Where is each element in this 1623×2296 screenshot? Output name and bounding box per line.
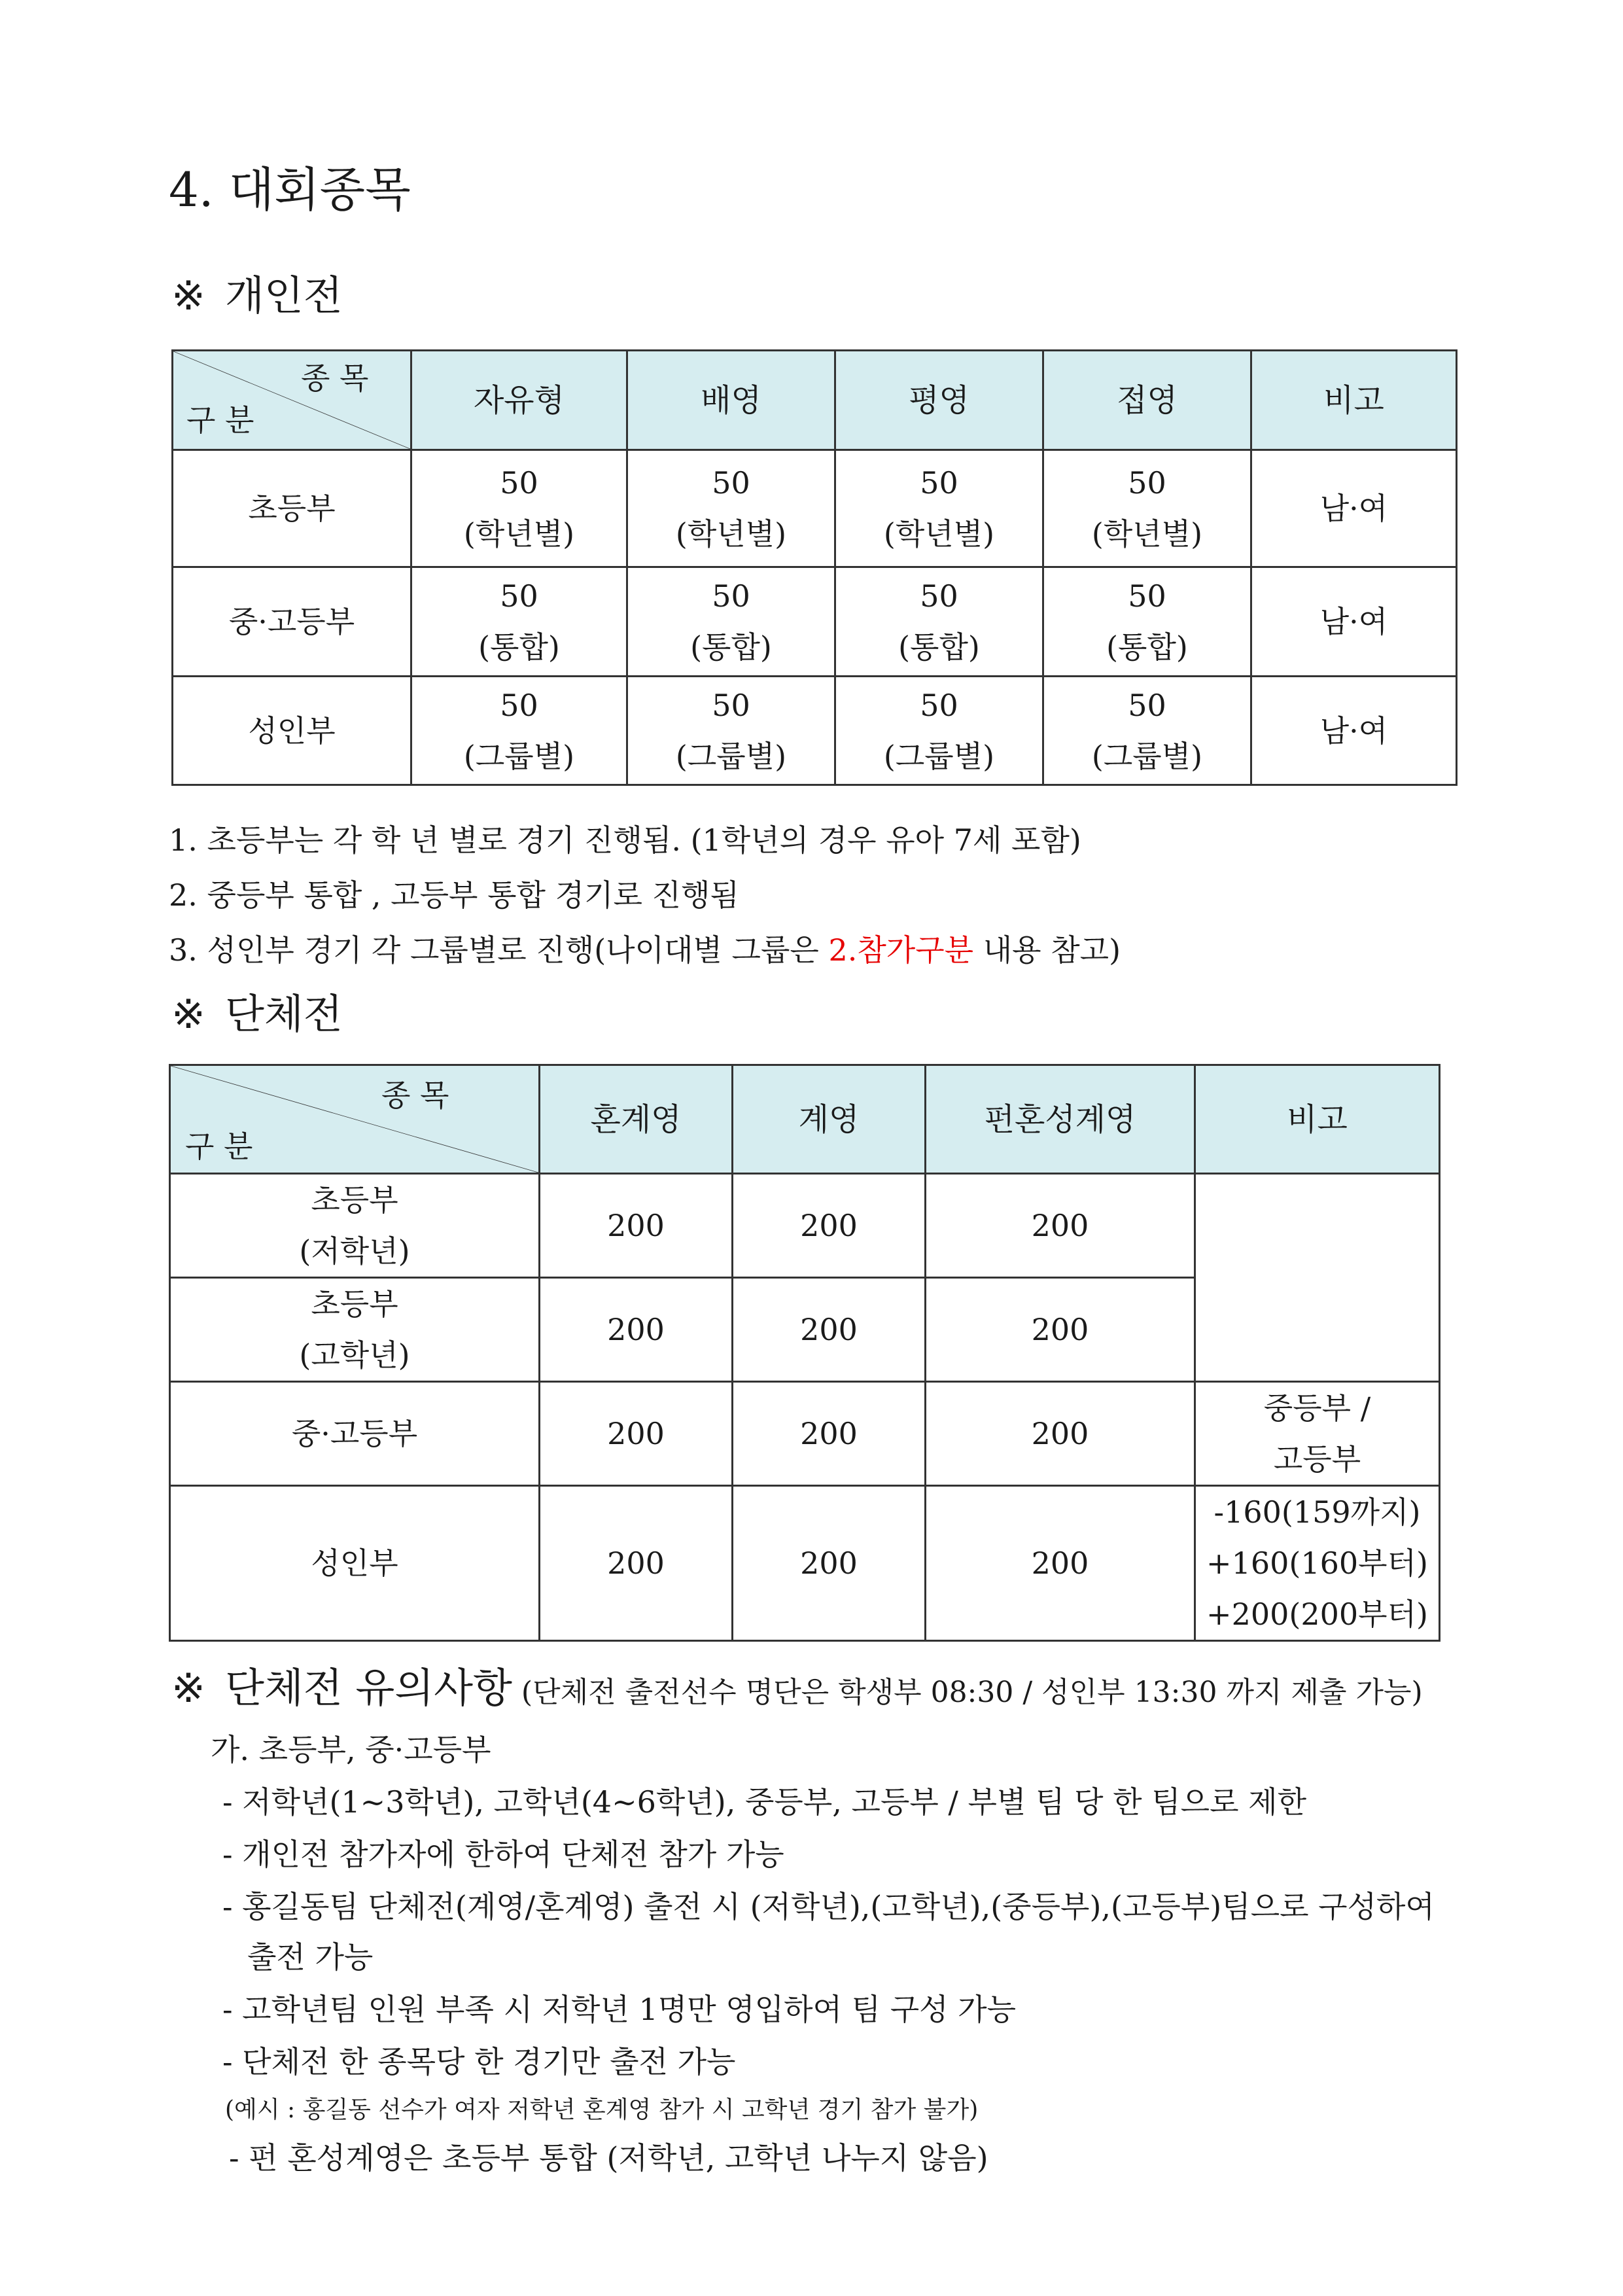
team-table: [169, 1064, 1440, 1642]
table-row: [173, 450, 1457, 567]
table-cell: 200: [540, 1382, 733, 1486]
corner-header: [170, 1065, 540, 1174]
note-cell: [1195, 1174, 1440, 1382]
corner-bottom-label: 구 분: [185, 1129, 253, 1164]
table-cell: 200: [540, 1486, 733, 1641]
reference-mark-icon: ※: [171, 1664, 205, 1712]
table-cell: 50 (학년별): [627, 450, 835, 567]
table-cell: 200: [926, 1486, 1195, 1641]
table-cell: 50 (통합): [1043, 567, 1251, 677]
table-cell: 200: [733, 1174, 926, 1278]
team-title-text: 단체전: [224, 990, 343, 1038]
table-cell: 50 (그룹별): [835, 677, 1043, 785]
corner-bottom-label: 구 분: [186, 402, 254, 438]
table-cell: 50 (통합): [627, 567, 835, 677]
caution-item: - 홍길동팀 단체전(계영/혼계영) 출전 시 (저학년),(고학년),(중등부),(고등부)팀으로 구성하여: [222, 1889, 1435, 1924]
table-cell: 200: [926, 1174, 1195, 1278]
table-cell: 200: [926, 1382, 1195, 1486]
table-header-row: [170, 1065, 1440, 1174]
caution-item-continued: 출전 가능: [247, 1939, 374, 1975]
table-cell: 50 (통합): [835, 567, 1043, 677]
note-cell: 남·여: [1251, 677, 1457, 785]
table-cell: 50 (그룹별): [411, 677, 627, 785]
corner-top-label: 종 목: [381, 1078, 449, 1113]
table-row: [173, 677, 1457, 785]
row-label: 중·고등부: [170, 1382, 540, 1486]
table-cell: 200: [733, 1382, 926, 1486]
caution-item: - 저학년(1~3학년), 고학년(4~6학년), 중등부, 고등부 / 부별 팀 당 한 팀으로 제한: [222, 1784, 1307, 1820]
individual-note: 1. 초등부는 각 학 년 별로 경기 진행됨. (1학년의 경우 유아 7세 포함): [169, 822, 1081, 858]
table-row: [170, 1382, 1440, 1486]
table-header-row: [173, 351, 1457, 450]
table-row: [170, 1174, 1440, 1278]
row-label: 중·고등부: [173, 567, 411, 677]
table-row: [170, 1486, 1440, 1641]
row-label: 초등부 (고학년): [170, 1278, 540, 1382]
section-heading: 4. 대회종목: [169, 162, 411, 217]
individual-table: [171, 349, 1457, 786]
row-label: 초등부 (저학년): [170, 1174, 540, 1278]
column-header: 접영: [1043, 351, 1251, 450]
caution-example: (예시 : 홍길동 선수가 여자 저학년 혼계영 참가 시 고학년 경기 참가 불가): [225, 2096, 979, 2123]
column-header: 배영: [627, 351, 835, 450]
column-header: 혼계영: [540, 1065, 733, 1174]
note-cell: -160(159까지) +160(160부터) +200(200부터): [1195, 1486, 1440, 1641]
table-cell: 200: [733, 1486, 926, 1641]
caution-item: - 개인전 참가자에 한하여 단체전 참가 가능: [222, 1837, 784, 1872]
table-cell: 50 (학년별): [835, 450, 1043, 567]
table-cell: 50 (그룹별): [1043, 677, 1251, 785]
individual-note: 3. 성인부 경기 각 그룹별로 진행(나이대별 그룹은 2.참가구분 내용 참고): [169, 932, 1121, 968]
note-cell: 중등부 / 고등부: [1195, 1382, 1440, 1486]
highlighted-reference: 2.참가구분: [828, 932, 974, 968]
cautions-title-note: (단체전 출전선수 명단은 학생부 08:30 / 성인부 13:30 까지 제출 가능): [521, 1676, 1423, 1709]
column-header: 비고: [1251, 351, 1457, 450]
column-header: 평영: [835, 351, 1043, 450]
table-cell: 50 (학년별): [411, 450, 627, 567]
table-row: [173, 567, 1457, 677]
row-label: 초등부: [173, 450, 411, 567]
table-cell: 200: [926, 1278, 1195, 1382]
team-title: [171, 981, 343, 1040]
column-header: 펀혼성계영: [926, 1065, 1195, 1174]
table-cell: 50 (학년별): [1043, 450, 1251, 567]
individual-note: 2. 중등부 통합 , 고등부 통합 경기로 진행됨: [169, 877, 739, 913]
table-cell: 50 (그룹별): [627, 677, 835, 785]
row-label: 성인부: [173, 677, 411, 785]
reference-mark-icon: ※: [171, 990, 205, 1038]
individual-title: [171, 263, 343, 321]
individual-title-text: 개인전: [224, 272, 343, 319]
table-cell: 200: [540, 1278, 733, 1382]
cautions-title-text: 단체전 유의사항: [224, 1664, 512, 1712]
caution-item: - 단체전 한 종목당 한 경기만 출전 가능: [222, 2044, 736, 2079]
caution-item: - 고학년팀 인원 부족 시 저학년 1명만 영입하여 팀 구성 가능: [222, 1992, 1017, 2027]
corner-top-label: 종 목: [301, 361, 369, 396]
cautions-section: 가. 초등부, 중·고등부: [211, 1732, 491, 1767]
table-cell: 200: [733, 1278, 926, 1382]
table-cell: 50 (통합): [411, 567, 627, 677]
column-header: 계영: [733, 1065, 926, 1174]
table-cell: 200: [540, 1174, 733, 1278]
reference-mark-icon: ※: [171, 272, 205, 319]
cautions-title: [171, 1655, 1423, 1714]
column-header: 비고: [1195, 1065, 1440, 1174]
caution-item: - 펀 혼성계영은 초등부 통합 (저학년, 고학년 나누지 않음): [229, 2140, 988, 2176]
note-cell: 남·여: [1251, 450, 1457, 567]
column-header: 자유형: [411, 351, 627, 450]
row-label: 성인부: [170, 1486, 540, 1641]
note-cell: 남·여: [1251, 567, 1457, 677]
corner-header: [173, 351, 411, 450]
